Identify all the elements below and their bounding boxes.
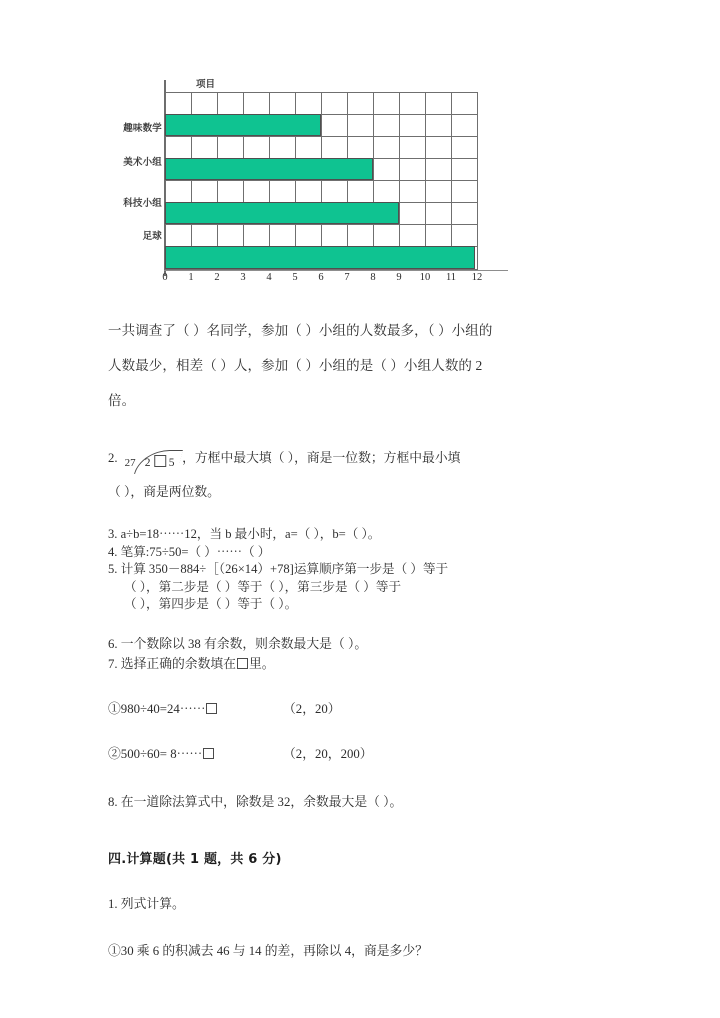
- gridline-h: [165, 180, 477, 181]
- question-2-line-2: （ ），商是两位数。: [108, 485, 220, 499]
- question-7: [108, 654, 640, 674]
- chart-xtick: 1: [188, 272, 194, 283]
- section-4-question-1-item-1: ①30 乘 6 的积减去 46 与 14 的差，再除以 4，商是多少？: [108, 943, 428, 958]
- chart-category-label: 美术小组: [123, 157, 162, 168]
- question-7-item-1-options: （2，20）: [283, 701, 341, 716]
- item-expression: 500÷60= 8⋯⋯: [120, 746, 203, 761]
- question-6: 6. 一个数除以 38 有余数，则余数最大是（ ）。: [108, 636, 368, 651]
- chart-category-label: 科技小组: [123, 198, 162, 209]
- question-4: 4. 笔算:75÷50=（ ）⋯⋯（ ）: [108, 544, 271, 559]
- gridline-h: [165, 136, 477, 137]
- chart-category-labels: [104, 78, 162, 293]
- chart-xtick: 12: [471, 272, 483, 283]
- gridline-h: [165, 92, 477, 93]
- answer-box[interactable]: [206, 703, 217, 714]
- chart-category-label: 趣味数学: [123, 123, 162, 134]
- section-4-heading: 四.计算题(共 1 题，共 6 分): [108, 851, 282, 867]
- question-7-item-2-expression: [108, 744, 283, 764]
- chart-bar: [165, 202, 399, 224]
- gridline-v: [399, 92, 400, 270]
- question-2-text: ，方框中最大填（ ），商是一位数；方框中最小填: [182, 451, 461, 465]
- answer-box[interactable]: [237, 658, 248, 669]
- item-marker: ①: [108, 701, 121, 716]
- question-2-number: 2.: [108, 451, 118, 465]
- section-4-question-1: 1. 列式计算。: [108, 896, 185, 911]
- chart-xtick: 8: [370, 272, 376, 283]
- question-3: 3. a÷b=18⋯⋯12，当 b 最小时，a=（ ），b=（ ）。: [108, 527, 381, 541]
- chart-bar: [165, 114, 321, 136]
- dividend-digit-right: 5: [168, 457, 174, 469]
- chart-xtick: 10: [419, 272, 431, 283]
- question-5-line-1: 5. 计算 350－884÷［（26×14）+78]运算顺序第一步是（ ）等于: [108, 562, 449, 576]
- question-5-line-2: （ ），第二步是（ ）等于（ ），第三步是（ ）等于: [124, 579, 402, 594]
- chart-plot-area: [162, 92, 483, 283]
- item-expression: 980÷40=24⋯⋯: [120, 701, 206, 716]
- gridline-v: [373, 92, 374, 270]
- long-division-notation: [125, 450, 180, 474]
- gridline-v: [425, 92, 426, 270]
- chart-question-line-3: 倍。: [108, 393, 136, 408]
- chart-xtick: 7: [344, 272, 350, 283]
- chart-xtick: 0: [162, 272, 168, 283]
- long-division-divisor: 27: [124, 457, 136, 469]
- chart-xtick: 2: [214, 272, 220, 283]
- gridline-h: [165, 269, 477, 270]
- questions-3-to-5: [108, 526, 640, 614]
- question-7-item-2: [108, 744, 640, 764]
- question-7-item-1-expression: [108, 699, 283, 719]
- gridline-h: [165, 224, 477, 225]
- gridline-v: [477, 92, 478, 270]
- answer-box[interactable]: [154, 455, 166, 467]
- chart-xtick: 5: [292, 272, 298, 283]
- gridline-v: [451, 92, 452, 270]
- chart-bar: [165, 158, 373, 180]
- question-7-item-2-options: （2，20，200）: [283, 746, 373, 761]
- chart-xtick: 11: [445, 272, 457, 283]
- chart-category-label: 足球: [142, 231, 162, 242]
- question-5-line-3: （ ），第四步是（ ）等于（ ）。: [124, 597, 298, 611]
- bar-chart: [108, 78, 640, 293]
- question-8: 8. 在一道除法算式中，除数是 32，余数最大是（ ）。: [108, 794, 403, 809]
- question-7-text-b: 里。: [248, 656, 275, 671]
- answer-box[interactable]: [203, 748, 214, 759]
- chart-bar: [165, 246, 475, 269]
- chart-title: 项目: [196, 79, 216, 90]
- chart-question-line-2: 人数最少，相差（ ）人，参加（ ）小组的是（ ）小组人数的 2: [108, 358, 483, 373]
- question-7-item-1: [108, 699, 640, 719]
- chart-xtick: 4: [266, 272, 272, 283]
- item-marker: ②: [108, 746, 121, 761]
- gridline-v: [347, 92, 348, 270]
- chart-xtick: 9: [396, 272, 402, 283]
- chart-xtick: 6: [318, 272, 324, 283]
- question-2: [108, 448, 640, 472]
- dividend-digit-left: 2: [144, 457, 151, 469]
- long-division-dividend: [134, 450, 182, 474]
- question-7-text-a: 7. 选择正确的余数填在: [108, 656, 236, 671]
- gridline-v: [321, 92, 322, 270]
- chart-question-line-1: 一共调查了（ ）名同学，参加（ ）小组的人数最多，（ ）小组的: [108, 323, 493, 338]
- chart-xtick: 3: [240, 272, 246, 283]
